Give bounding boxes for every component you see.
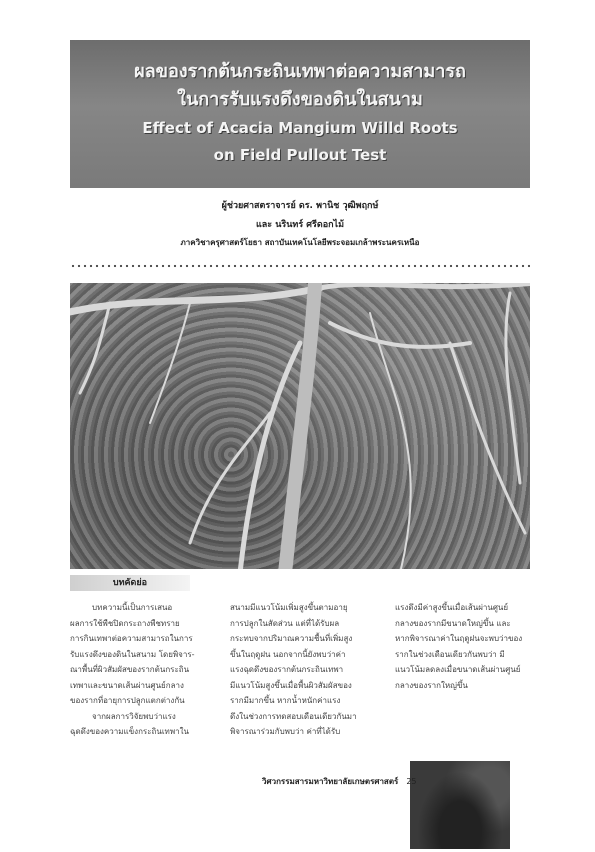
abstract-line: สนามมีแนวโน้มเพิ่มสูงขึ้นตามอายุ <box>230 603 348 612</box>
abstract-line: มีแนวโน้มสูงขึ้นเมื่อพื้นผิวสัมผัสของ <box>230 680 352 690</box>
abstract-line: รากในช่วงเดือนเดียวกันพบว่า มี <box>395 649 505 659</box>
author-line2: และ นรินทร์ ศรีดอกไม้ <box>255 220 345 230</box>
abstract-line: เทพาและขนาดเส้นผ่านศูนย์กลาง <box>70 680 184 690</box>
abstract-line: รับแรงดึงของดินในสนาม โดยพิจาร- <box>70 649 195 659</box>
author-affiliation: ภาควิชาครุศาสตร์โยธา สถาบันเทคโนโลยีพระจอมเกล้าพระนครเหนือ <box>180 238 420 247</box>
abstract-line: ผลการใช้พืชปิดกระถางพืชทราย <box>70 618 180 628</box>
abstract-line: แนวโน้มลดลงเมื่อขนาดเส้นผ่านศูนย์ <box>395 665 521 674</box>
title-english-line2: on Field Pullout Test <box>213 146 387 164</box>
title-english-line1: Effect of Acacia Mangium Willd Roots <box>142 119 458 137</box>
abstract-column-1 <box>70 600 210 740</box>
author-line1: ผู้ช่วยศาสตราจารย์ ดร. พานิช วุฒิพฤกษ์ <box>221 201 379 211</box>
abstract-line: ณาพื้นที่ผิวสัมผัสของรากต้นกระถิน <box>70 665 190 674</box>
abstract-line: หากพิจารณาค่าในฤดูฝนจะพบว่าของ <box>395 634 523 643</box>
abstract-column-2 <box>230 600 370 740</box>
abstract-heading: บทคัดย่อ <box>70 575 190 591</box>
abstract-line: แรงดึงมีค่าสูงขึ้นเมื่อเส้นผ่านศูนย์ <box>395 603 509 612</box>
abstract-line: บทความนี้เป็นการเสนอ <box>92 603 173 612</box>
roots-illustration <box>70 283 530 569</box>
abstract-line: กระทบจากปริมาณความชื้นที่เพิ่มสูง <box>230 634 353 643</box>
journal-name: วิศวกรรมสารมหาวิทยาลัยเกษตรศาสตร์ <box>262 777 399 786</box>
abstract-line: แรงฉุดดึงของรากต้นกระถินเทพา <box>230 665 344 674</box>
abstract-line: ขึ้นในฤดูฝน นอกจากนี้ยังพบว่าค่า <box>230 649 346 659</box>
abstract-line: การกินเทพาต่อความสามารถในการ <box>70 634 193 643</box>
abstract-line: ดึงในช่วงการทดสอบเดือนเดียวกันมา <box>230 711 357 721</box>
abstract-line: ฉุดดึงของความแข็งกระถินเทพาใน <box>70 727 189 736</box>
title-thai-line1: ผลของรากต้นกระถินเทพาต่อความสามารถ <box>134 61 466 82</box>
seedling-inset-photo <box>407 758 513 852</box>
roots-photo <box>70 283 530 569</box>
page-number: 25 <box>406 777 417 786</box>
abstract-column-3 <box>395 600 535 693</box>
page-footer <box>262 775 417 788</box>
abstract-line: กลางของรากมีขนาดใหญ่ขึ้น และ <box>395 618 511 628</box>
dotted-divider <box>70 264 530 268</box>
abstract-line: จากผลการวิจัยพบว่าแรง <box>92 711 176 721</box>
abstract-line: กลางของรากใหญ่ขึ้น <box>395 680 468 690</box>
abstract-line: ของรากที่อายุการปลูกแตกต่างกัน <box>70 696 185 705</box>
abstract-line: รากมีมากขึ้น หากน้ำหนักค่าแรง <box>230 696 341 705</box>
abstract-line: พิจารณาร่วมกับพบว่า ค่าที่ได้รับ <box>230 727 341 736</box>
abstract-line: การปลูกในสัดส่วน แต่ที่ได้รับผล <box>230 618 340 628</box>
title-thai-line2: ในการรับแรงดึงของดินในสนาม <box>177 89 423 110</box>
title-banner <box>70 40 530 188</box>
